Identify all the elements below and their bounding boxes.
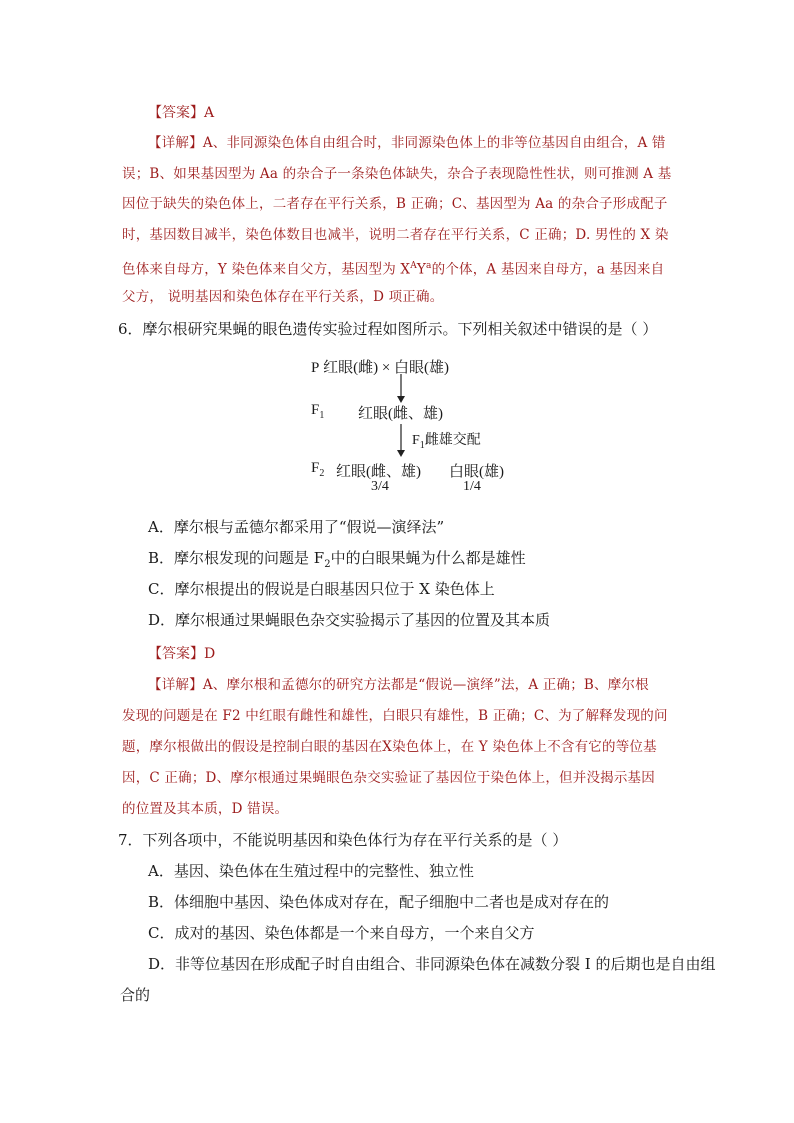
option-a: A．基因、染色体在生殖过程中的完整性、独立性: [148, 862, 474, 880]
genotype-x-superscript: A: [410, 261, 417, 271]
explanation-label: 【详解】: [148, 677, 203, 693]
genotype-y-superscript: a: [426, 261, 432, 271]
f2-red-phenotype: 红眼(雌、雄): [336, 464, 421, 480]
answer-label: 【答案】: [148, 105, 204, 121]
genotype-y: Y: [416, 261, 427, 278]
question-stem: 7．下列各项中，不能说明基因和染色体行为存在平行关系的是（ ）: [118, 831, 568, 849]
option-a: A．摩尔根与孟德尔都采用了“假说—演绎法”: [148, 518, 445, 536]
p-generation-label: P: [311, 360, 320, 376]
option-d-continued: 合的: [120, 986, 151, 1004]
explanation-line: 误；B、如果基因型为 Aa 的杂合子一条染色体缺失，杂合子表现隐性性状，则可推测 A 基: [122, 166, 672, 182]
option-d: D．非等位基因在形成配子时自由组合、非同源染色体在减数分裂 I 的后期也是自由组: [148, 955, 716, 973]
explanation-line: 父方， 说明基因和染色体存在平行关系，D 项正确。: [122, 289, 444, 305]
explanation-line: 题，摩尔根做出的假设是控制白眼的基因在X染色体上，在 Y 染色体上不含有它的等位基: [122, 739, 657, 755]
option-c: C．摩尔根提出的假说是白眼基因只位于 X 染色体上: [148, 580, 495, 598]
arrow-down-icon: [395, 424, 407, 458]
option-b: B．体细胞中基因、染色体成对存在，配子细胞中二者也是成对存在的: [148, 893, 610, 911]
explanation-line: 色体来自母方，Y 染色体来自父方，基因型为 $X^AY^a$的个体，A 基因来自母方，a 基因来自: [122, 261, 665, 278]
question-stem: 6．摩尔根研究果蝇的眼色遗传实验过程如图所示。下列相关叙述中错误的是（ ）: [118, 320, 658, 338]
option-c: C．成对的基因、染色体都是一个来自母方，一个来自父方: [148, 924, 535, 942]
f1-label: F: [311, 402, 320, 418]
f1-mating: $F_1$雌雄交配: [412, 433, 481, 451]
explanation-line: 因位于缺失的染色体上，二者存在平行关系，B 正确；C、基因型为 Aa 的杂合子形成配子: [122, 196, 668, 212]
answer-label: 【答案】: [148, 646, 204, 662]
explanation-line: 发现的问题是在 F2 中红眼有雌性和雄性，白眼只有雄性，B 正确；C、为了解释发现的问: [122, 708, 668, 724]
option-b: B．摩尔根发现的问题是 $F_2$中的白眼果蝇为什么都是雄性: [148, 549, 526, 570]
f2-label: F: [311, 460, 320, 476]
f2-white-ratio: 1/4: [463, 479, 481, 494]
answer-value: A: [204, 105, 215, 121]
f1-phenotype: 红眼(雌、雄): [358, 406, 443, 422]
arrow-down-icon: [395, 374, 407, 404]
answer-value: D: [204, 646, 216, 662]
answer-line: [148, 644, 215, 664]
answer-line: [148, 103, 214, 123]
explanation-line: 【详解】A、非同源染色体自由组合时，非同源染色体上的非等位基因自由组合，A 错: [148, 135, 666, 151]
explanation-line: 因，C 正确；D、摩尔根通过果蝇眼色杂交实验证了基因位于染色体上，但并没揭示基因: [122, 770, 655, 786]
p-cross: 红眼(雌) × 白眼(雄): [323, 360, 450, 376]
f2-red-ratio: 3/4: [371, 479, 389, 494]
explanation-line: 【详解】A、摩尔根和孟德尔的研究方法都是“假说—演绎”法，A 正确；B、摩尔根: [148, 677, 649, 693]
explanation-line: 的位置及其本质，D 错误。: [122, 801, 289, 817]
f2-white-phenotype: 白眼(雄): [449, 464, 504, 480]
explanation-label: 【详解】: [148, 135, 203, 151]
explanation-line: 时，基因数目减半，染色体数目也减半，说明二者存在平行关系，C 正确；D. 男性的 X 染: [122, 227, 669, 243]
option-d: D．摩尔根通过果蝇眼色杂交实验揭示了基因的位置及其本质: [148, 611, 551, 629]
